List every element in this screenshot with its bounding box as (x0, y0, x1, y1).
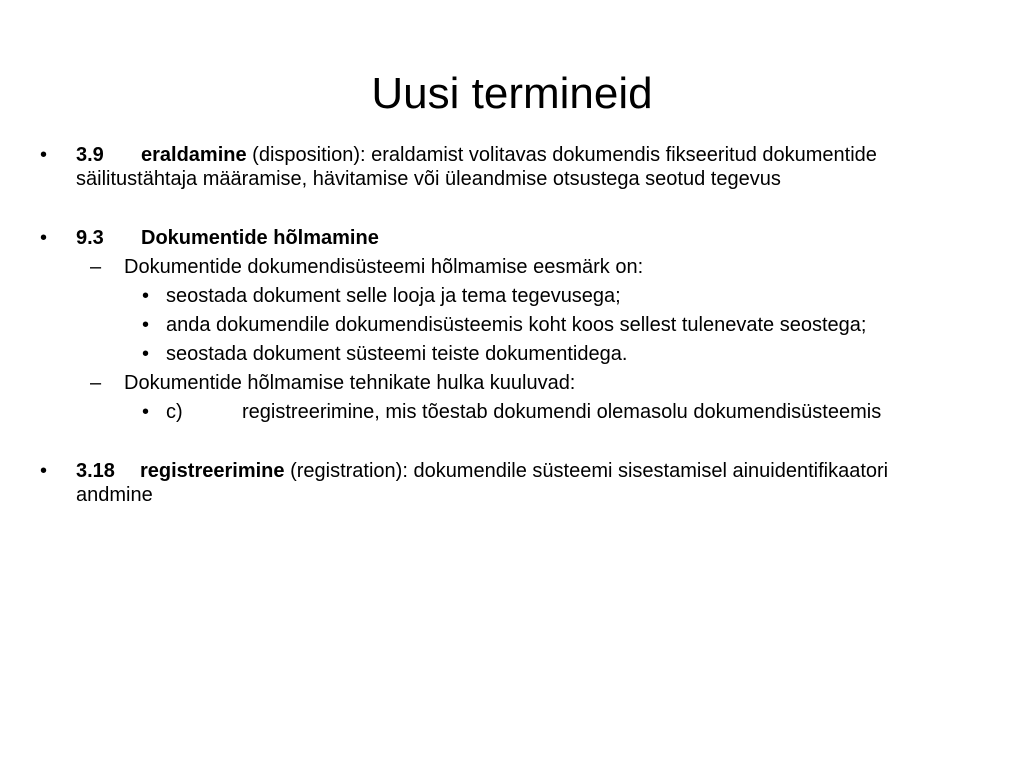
bullet-item-capture (34, 226, 964, 250)
item-number: 9.3 (76, 227, 104, 249)
item-text: (disposition): eraldamist volitavas dokumendis fikseeritud dokumentide säilitustähtaja määramise, hävitamise või üleandmise otsustega seotud tegevus (76, 144, 877, 190)
subitem-text: Dokumentide dokumendisüsteemi hõlmamise eesmärk on: (124, 256, 644, 278)
item-number: 3.18 (76, 460, 115, 482)
bullet-icon: • (142, 401, 150, 423)
bullet-icon: • (142, 285, 150, 307)
point-item (34, 284, 964, 308)
item-term: Dokumentide hõlmamine (141, 227, 379, 249)
dash-icon: – (90, 256, 102, 278)
point-text: registreerimine, mis tõestab dokumendi olemasolu dokumendisüsteemis (242, 401, 882, 423)
dash-icon: – (90, 372, 102, 394)
slide-title: Uusi termineid (371, 69, 653, 118)
point-text: seostada dokument selle looja ja tema tegevusega; (166, 285, 621, 307)
subitem-capture-techniques (34, 371, 964, 395)
point-item (34, 400, 964, 424)
bullet-item-registration (34, 459, 964, 507)
item-term: registreerimine (140, 460, 285, 482)
bullet-icon: • (40, 460, 48, 482)
bullet-item-disposition (34, 143, 964, 191)
subitem-text: Dokumentide hõlmamise tehnikate hulka kuuluvad: (124, 372, 576, 394)
point-text: anda dokumendile dokumendisüsteemis koht koos sellest tulenevate seostega; (166, 314, 867, 336)
item-term: eraldamine (141, 144, 247, 166)
point-item (34, 313, 964, 337)
item-number: 3.9 (76, 144, 104, 166)
item-text: (registration): dokumendile süsteemi sisestamisel ainuidentifikaatori andmine (76, 460, 889, 506)
bullet-icon: • (40, 144, 48, 166)
bullet-icon: • (40, 227, 48, 249)
bullet-icon: • (142, 343, 150, 365)
bullet-icon: • (142, 314, 150, 336)
point-letter: c) (166, 401, 183, 423)
subitem-capture-purpose (34, 255, 964, 279)
point-text: seostada dokument süsteemi teiste dokumentidega. (166, 343, 628, 365)
point-item (34, 342, 964, 366)
slide-content (34, 143, 964, 507)
